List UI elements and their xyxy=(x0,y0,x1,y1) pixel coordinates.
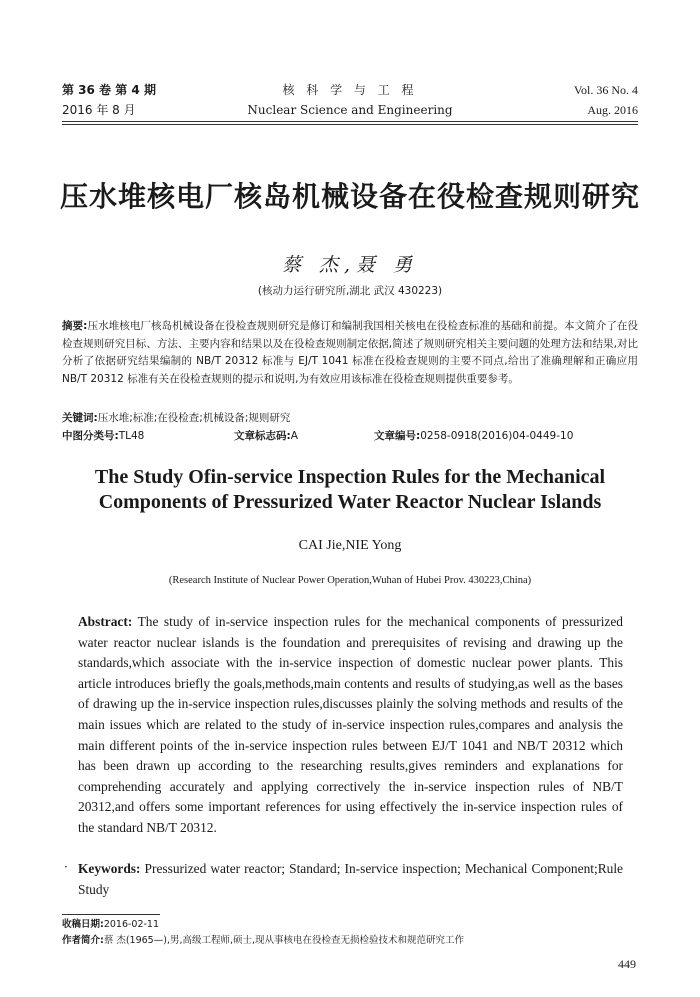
keywords-cn-label: 关键词: xyxy=(62,412,98,424)
header-vol-no: Vol. 36 No. 4 xyxy=(573,83,638,97)
document-code xyxy=(234,428,298,445)
clc-label: 中图分类号: xyxy=(62,430,119,442)
document-code-value: A xyxy=(290,430,298,442)
abstract-cn xyxy=(62,318,638,388)
header-date-en: Aug. 2016 xyxy=(587,103,638,117)
authors-cn: 蔡 杰,聂 勇 xyxy=(281,254,419,276)
header-rule-thin xyxy=(62,124,638,125)
keywords-cn xyxy=(62,410,638,427)
header-journal-en: Nuclear Science and Engineering xyxy=(247,103,453,117)
abstract-en-label: Abstract: xyxy=(78,614,133,629)
article-id xyxy=(374,428,574,445)
abstract-cn-text: 压水堆核电厂核岛机械设备在役检查规则研究是修订和编制我国相关核电在役检查标准的基础和前提。本文简介了在役检查规则研究目标、方法、主要内容和结果以及在役检查规则制定依据,简述了规则研究相关主要问题的处理方法和结果,对比分析了依据研究结果编制的 NB/T 20312 标准与 EJ/T 1041 标准在役检查规则的主要不同点,给出了准确理解和正确应用 NB/T 20312 标准有关在役检查规则的提示和说明,为有效应用该标准在役检查规则提供重要参考。 xyxy=(62,320,639,385)
footnote-rule xyxy=(62,914,160,915)
clc-number xyxy=(62,428,145,445)
affiliation-cn: (核动力运行研究所,湖北 武汉 430223) xyxy=(257,285,443,297)
paper-title-en-line2: Components of Pressurized Water Reactor Nuclear Islands xyxy=(98,491,602,513)
paper-title-en-line1: The Study Ofin-service Inspection Rules for the Mechanical xyxy=(94,466,606,488)
header-volume-en xyxy=(574,80,638,120)
header-volume-cn: 第 36 卷 第 4 期 xyxy=(62,83,156,97)
keywords-en-text: Pressurized water reactor; Standard; In-service inspection; Mechanical Component;Rule Study xyxy=(78,861,623,897)
page-number: 449 xyxy=(618,957,636,971)
footnote-received xyxy=(62,918,638,932)
received-label: 收稿日期: xyxy=(62,919,104,930)
received-value: 2016-02-11 xyxy=(103,919,160,930)
keywords-en xyxy=(78,859,623,900)
abstract-en xyxy=(78,612,623,839)
margin-mark: · xyxy=(64,860,68,874)
clc-value: TL48 xyxy=(118,430,145,442)
footnote-author-bio xyxy=(62,934,638,948)
paper-title-cn: 压水堆核电厂核岛机械设备在役检查规则研究 xyxy=(59,180,640,213)
header-rule xyxy=(62,121,638,122)
abstract-cn-label: 摘要: xyxy=(62,320,88,332)
abstract-en-text: The study of in-service inspection rules for the mechanical components of pressurized water reactor nuclear islands is the foundation and prerequisites of revising and drawing up the standards,which associate with the in-service inspection of domestic nuclear power plants. This article introduces briefly the goals,methods,main contents and results of studying,as well as the bases of drawing up the in-service inspection rules,discusses plainly the solving methods and results of the main issues which are related to the study of in-service inspection rules,compares and analysis the main different points of the in-service inspection rules between EJ/T 1041 and NB/T 20312 which has been drawn up according to the researching results,gives reminders and explanations for comprehending accurately and applying correctively the in-service inspection rules of NB/T 20312,and offers some important references for using effectively the in-service inspection rules of the standard NB/T 20312. xyxy=(78,614,623,835)
affiliation-en: (Research Institute of Nuclear Power Operation,Wuhan of Hubei Prov. 430223,China) xyxy=(168,575,532,586)
author-bio-value: 蔡 杰(1965—),男,高级工程师,硕士,现从事核电在役检查无损检验技术和规范研究工作 xyxy=(103,935,465,946)
header-date-cn: 2016 年 8 月 xyxy=(62,103,136,117)
authors-en: CAI Jie,NIE Yong xyxy=(298,538,402,553)
author-bio-label: 作者简介: xyxy=(62,935,104,946)
article-id-value: 0258-0918(2016)04-0449-10 xyxy=(420,430,574,442)
paper-title-en xyxy=(0,465,700,515)
keywords-en-label: Keywords: xyxy=(78,861,141,876)
header-journal-cn: 核 科 学 与 工 程 xyxy=(282,83,418,97)
article-id-label: 文章编号: xyxy=(374,430,421,442)
keywords-cn-text: 压水堆;标准;在役检查;机械设备;规则研究 xyxy=(97,412,291,424)
document-code-label: 文章标志码: xyxy=(234,430,291,442)
